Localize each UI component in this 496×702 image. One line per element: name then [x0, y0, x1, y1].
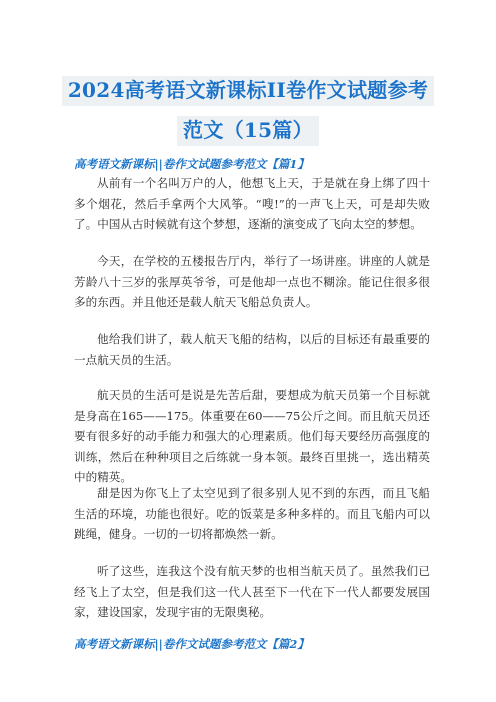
paragraph-3: 他给我们讲了，载人航天飞船的结构，以后的目标还有最重要的一点航天员的生活。 [74, 332, 430, 367]
paragraph-2: 今天，在学校的五楼报告厅内，举行了一场讲座。讲座的人就是芳龄八十三岁的张厚英爷爷，可是他却一点也不糊涂。能记住很多很多的东西。并且他还是载人航天飞船总负责人。 [74, 254, 430, 309]
title-text-1: 2024高考语文新课标II卷作文试题参考 [62, 76, 434, 106]
paragraph-1: 从前有一个名叫万户的人，他想飞上天，于是就在身上绑了四十多个烟花，然后手拿两个大风筝。“嗖!”的一声飞上天，可是却失败了。中国从古时候就有这个梦想，逐渐的演变成了飞向太空的梦想。 [74, 176, 430, 231]
paragraph-6: 听了这些，连我这个没有航天梦的也相当航天员了。虽然我们已经飞上了太空，但是我们这一代人甚至下一代在下一代人都要发展国家，建设国家，发现宇宙的无限奥秘。 [74, 564, 430, 619]
section-heading-2: 高考语文新课标||卷作文试题参考范文【篇2】 [74, 637, 309, 651]
paragraph-5: 甜是因为你飞上了太空见到了很多别人见不到的东西，而且飞船生活的环境，功能也很好。吃的饭菜是多种多样的。而且飞船内可以跳绳，健身。一切的一切将都焕然一新。 [74, 486, 430, 541]
section-heading-1: 高考语文新课标||卷作文试题参考范文【篇1】 [74, 157, 309, 171]
document-title-line-1 [0, 74, 496, 103]
title-text-2: 范文（15篇） [177, 116, 319, 146]
document-title-line-2 [0, 114, 496, 143]
paragraph-4: 航天员的生活可是说是先苦后甜，要想成为航天员第一个目标就是身高在165——175。体重要在60——75公斤之间。而且航天员还要有很多好的动手能力和强大的心理素质。他们每天要经历高强度的训练，然后在种种项目之后练就一身本领。最终百里挑一，选出精英中的精英。 [74, 388, 430, 484]
